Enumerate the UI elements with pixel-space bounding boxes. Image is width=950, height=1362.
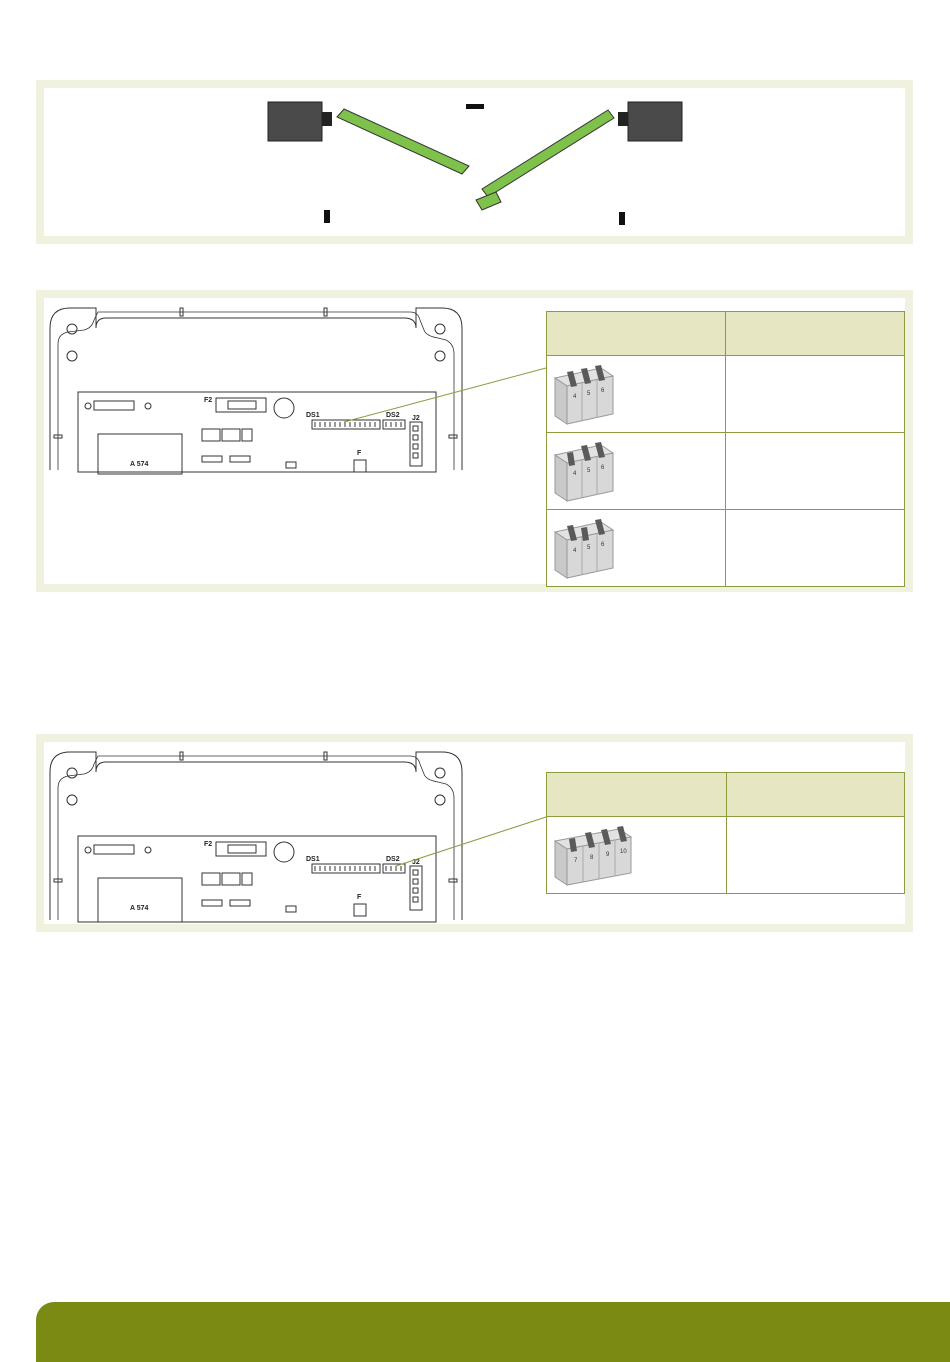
- switch-number: 6: [601, 542, 605, 548]
- table-header-cell: [547, 312, 726, 356]
- table-cell: [726, 356, 905, 433]
- switch-number: 10: [620, 849, 627, 855]
- table-cell: [726, 817, 904, 894]
- dip-label-ds2-1: DS2: [386, 412, 400, 419]
- gate-diagram-panel: [36, 80, 913, 244]
- marker-right: [619, 212, 625, 225]
- dip-switch-cell: [547, 510, 726, 587]
- left-gate-leaf: [337, 109, 469, 174]
- table-header-cell: [726, 773, 904, 817]
- connector-label-2: J2: [412, 859, 420, 866]
- switch-number: 4: [573, 471, 577, 477]
- table-cell: [726, 510, 905, 587]
- connector-label-1: J2: [412, 415, 420, 422]
- right-motor: [628, 102, 682, 141]
- left-motor-arm: [322, 112, 332, 126]
- dip-switch-icon: [547, 823, 637, 887]
- table-cell: [726, 433, 905, 510]
- button-label-1: F: [357, 450, 362, 457]
- dip-label-ds1-1: DS1: [306, 412, 320, 419]
- gate-diagram: [44, 88, 905, 236]
- gate-diagram-area: [44, 88, 905, 236]
- dip-switch-cell: [547, 356, 726, 433]
- switch-number: 5: [587, 545, 591, 551]
- switch-number: 6: [601, 388, 605, 394]
- gate-overlap-plate: [476, 192, 501, 210]
- dip-switch-cell: [547, 817, 727, 894]
- dip-label-ds2-2: DS2: [386, 856, 400, 863]
- switch-number: 8: [590, 855, 594, 861]
- switch-number: 7: [574, 858, 578, 864]
- left-motor: [268, 102, 322, 141]
- dip-table-1: [546, 311, 905, 587]
- dip-settings-area-1: [44, 298, 905, 584]
- switch-number: 5: [587, 468, 591, 474]
- marker-top: [466, 104, 484, 109]
- dip-switch-icon: [547, 362, 617, 426]
- dip-switch-icon: [547, 439, 617, 503]
- switch-number: 5: [587, 391, 591, 397]
- dip-settings-panel-2: [36, 734, 913, 932]
- marker-left: [324, 210, 330, 223]
- switch-number: 4: [573, 548, 577, 554]
- dip-table-2: [546, 772, 905, 894]
- callout-line-2: [396, 817, 546, 866]
- switch-number: 9: [606, 852, 610, 858]
- dip-label-ds1-2: DS1: [306, 856, 320, 863]
- transformer-label-1: A 574: [130, 461, 149, 468]
- footer-bar: [36, 1302, 950, 1362]
- right-gate-leaf: [482, 110, 614, 197]
- table-header-cell: [726, 312, 905, 356]
- fuse-label-1: F2: [204, 397, 213, 404]
- dip-switch-cell: [547, 433, 726, 510]
- transformer-label-2: A 574: [130, 905, 149, 912]
- fuse-label-2: F2: [204, 841, 213, 848]
- switch-number: 6: [601, 465, 605, 471]
- dip-settings-area-2: [44, 742, 905, 924]
- button-label-2: F: [357, 894, 362, 901]
- callout-line-1: [344, 368, 546, 422]
- right-motor-arm: [618, 112, 628, 126]
- dip-settings-panel-1: [36, 290, 913, 592]
- switch-number: 4: [573, 394, 577, 400]
- table-header-cell: [547, 773, 727, 817]
- dip-switch-icon: [547, 516, 617, 580]
